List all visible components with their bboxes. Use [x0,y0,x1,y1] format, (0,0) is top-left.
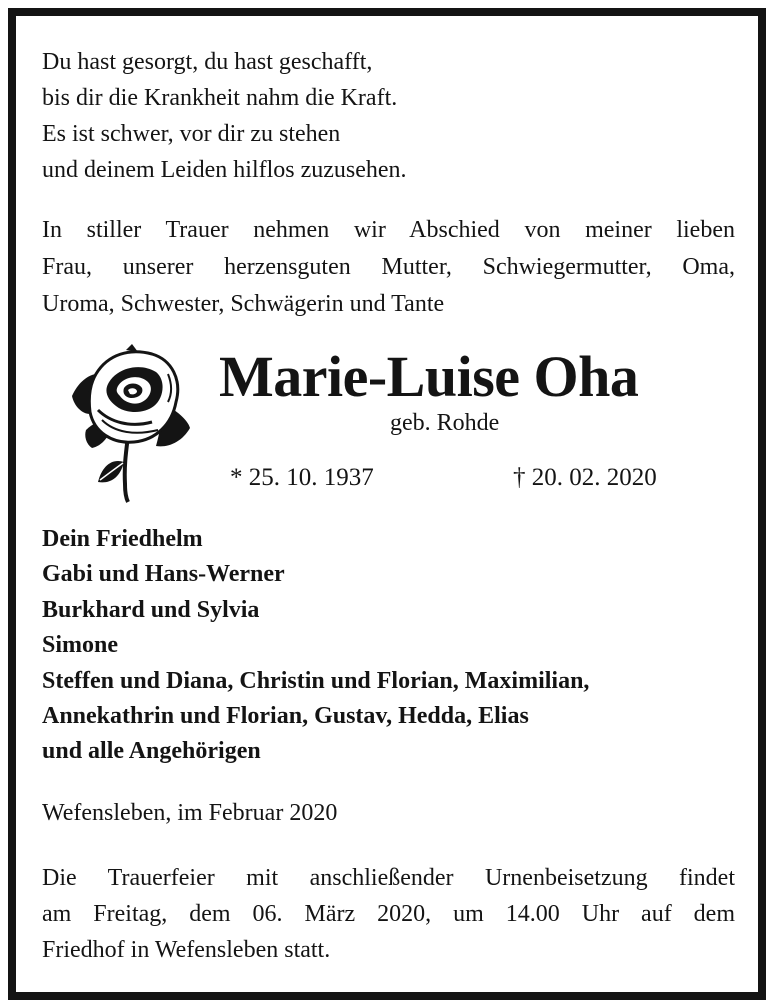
mourner-line: und alle Angehörigen [42,738,261,765]
mourners-list [42,522,589,770]
death-date: † 20. 02. 2020 [513,464,657,491]
deceased-name: Marie-Luise Oha [219,344,639,409]
poem-line: bis dir die Krankheit nahm die Kraft. [42,85,398,111]
mourner-line: Simone [42,632,119,659]
intro-line: Frau, unserer herzensguten Mutter, Schwiegermutter, Oma, [42,254,735,280]
mourner-line: Annekathrin und Florian, Gustav, Hedda, Elias [42,703,529,730]
intro-line: Uroma, Schwester, Schwägerin und Tante [42,291,445,317]
funeral-line: am Freitag, dem 06. März 2020, um 14.00 Uhr auf dem [42,901,735,927]
mourner-line: Steffen und Diana, Christin und Florian, Maximilian, [42,667,590,694]
funeral-line: Die Trauerfeier mit anschließender Urnenbeisetzung findet [42,865,735,891]
intro-line: In stiller Trauer nehmen wir Abschied von meiner lieben [42,217,735,243]
birth-date: * 25. 10. 1937 [230,464,374,491]
mourner-line: Gabi und Hans-Werner [42,561,285,588]
poem [42,44,407,188]
funeral-line: Friedhof in Wefensleben statt. [42,937,331,963]
mourner-line: Dein Friedhelm [42,526,203,552]
mourner-line: Burkhard und Sylvia [42,596,260,623]
rose-icon [68,344,194,504]
funeral-info [42,860,735,968]
maiden-name: geb. Rohde [390,410,500,436]
intro-text [42,212,735,323]
obituary-notice [8,8,766,1000]
poem-line: und deinem Leiden hilflos zuzusehen. [42,157,407,183]
poem-line: Es ist schwer, vor dir zu stehen [42,121,341,147]
place-date: Wefensleben, im Februar 2020 [42,800,338,826]
poem-line: Du hast gesorgt, du hast geschafft, [42,49,373,75]
